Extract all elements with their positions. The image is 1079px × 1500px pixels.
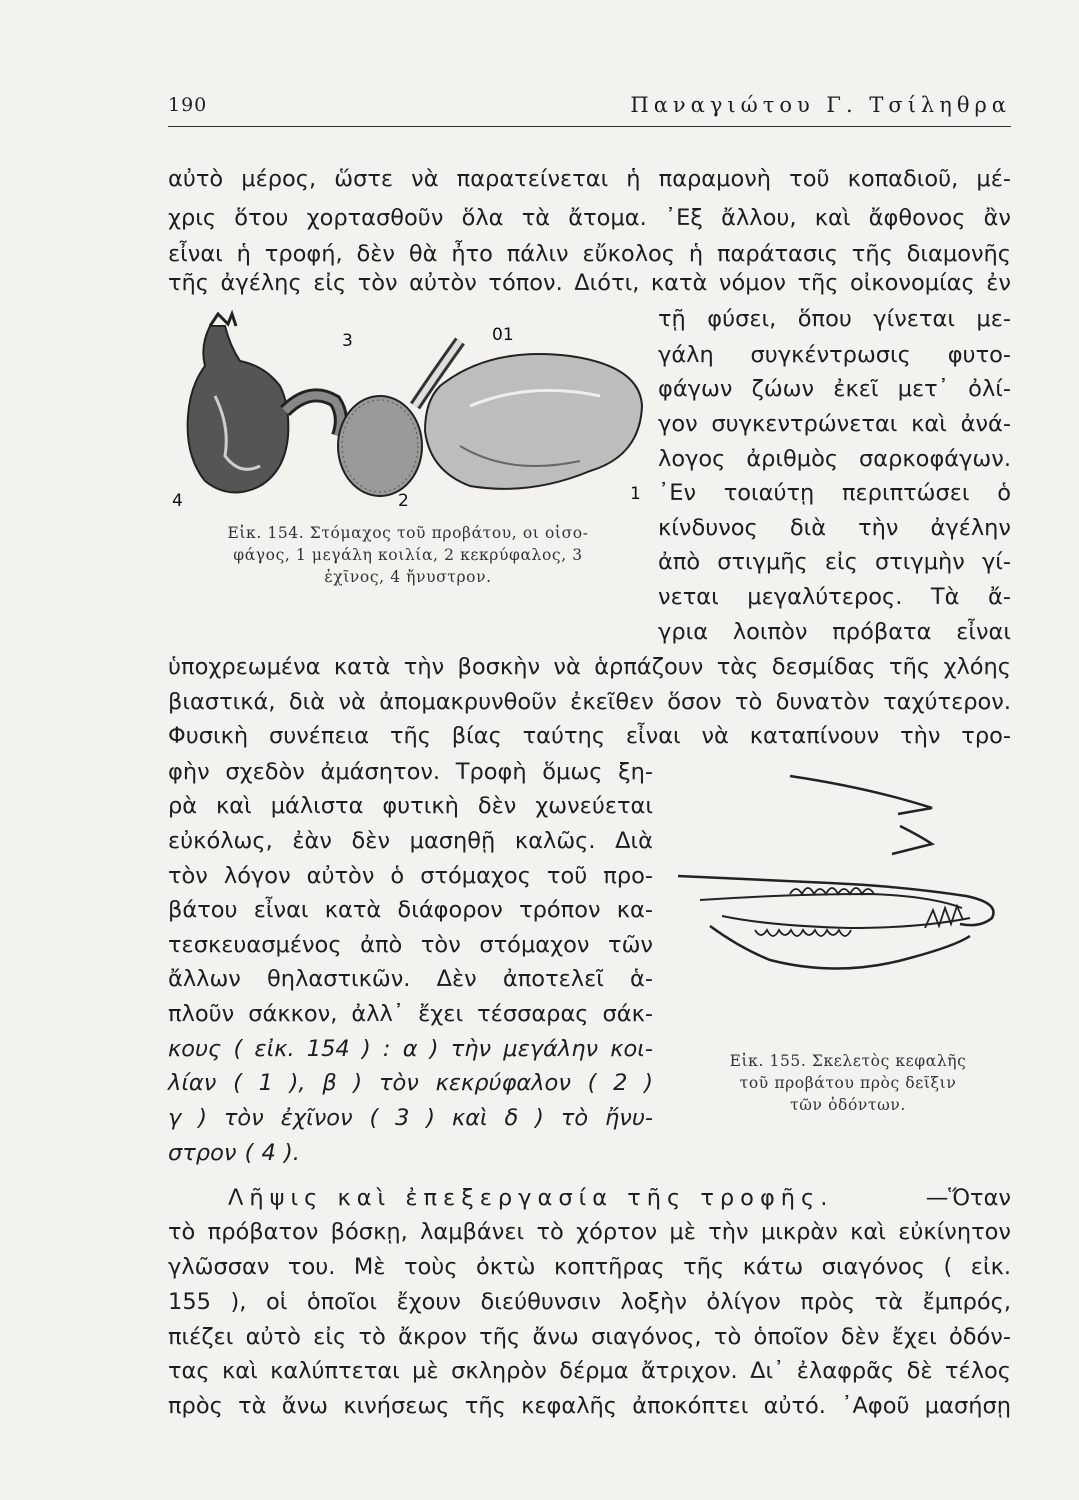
fig154-label-oi: 01	[492, 325, 514, 345]
text-line: χρις ὅτου χορτασθοῦν ὅλα τὰ ἄτομα. ᾿Εξ ἄλλου, καὶ ἄφθονος ἂν	[168, 205, 1011, 231]
figure-155-caption	[692, 1050, 1004, 1116]
fig154-label-3: 3	[342, 331, 353, 351]
text-line: φὴν σχεδὸν ἀμάσητον. Τροφὴ ὅμως ξη-	[168, 759, 653, 785]
text-line: τὸν λόγον αὐτὸν ὁ στόμαχος τοῦ προ-	[168, 863, 653, 889]
text-line: κίνδυνος διὰ τὴν ἀγέλην	[658, 515, 1011, 541]
text-line: φάγων ζώων ἐκεῖ μετ᾽ ὀλί-	[658, 376, 1011, 402]
figure-154-stomach-illustration	[170, 306, 650, 521]
text-line: τὸ πρόβατον βόσκῃ, λαμβάνει τὸ χόρτον μὲ τὴν μικρὰν καὶ εὐκίνητον	[168, 1219, 1011, 1245]
text-line: τας καὶ καλύπτεται μὲ σκληρὸν δέρμα ἄτριχον. Δι᾽ ἐλαφρᾶς δὲ τέλος	[168, 1358, 1011, 1384]
header-rule	[168, 126, 1011, 127]
page-number: 190	[168, 94, 208, 116]
text-line: πλοῦν σάκκον, ἀλλ᾽ ἔχει τέσσαρας σάκ-	[168, 1001, 653, 1027]
text-line: εἶναι ἡ τροφή, δὲν θὰ ἦτο πάλιν εὔκολος ἡ παράτασις τῆς διαμονῆς	[168, 241, 1011, 267]
fig154-label-2: 2	[398, 491, 409, 511]
text-line: τῆς ἀγέλης εἰς τὸν αὐτὸν τόπον. Διότι, κατὰ νόμον τῆς οἰκονομίας ἐν	[168, 270, 1011, 296]
text-line: τῇ φύσει, ὅπου γίνεται με-	[658, 306, 1011, 332]
caption-line: Εἰκ. 155. Σκελετὸς κεφαλῆς	[729, 1052, 967, 1070]
text-line: λίαν ( 1 ), β ) τὸν κεκρύφαλον ( 2 )	[168, 1070, 653, 1096]
fig154-label-4: 4	[172, 491, 183, 511]
figure-154-caption	[168, 522, 648, 588]
text-line: 155 ), οἱ ὁποῖοι ἔχουν διεύθυνσιν λοξὴν ὀλίγον πρὸς τὰ ἔμπρός,	[168, 1289, 1011, 1315]
text-line: πιέζει αὐτὸ εἰς τὸ ἄκρον τῆς ἄνω σιαγόνος, τὸ ὁποῖον δὲν ἔχει ὀδόν-	[168, 1324, 1011, 1350]
text-line: γ ) τὸν ἐχῖνον ( 3 ) καὶ δ ) τὸ ἤνυ-	[168, 1105, 653, 1131]
text-line: αὐτὸ μέρος, ὥστε νὰ παρατείνεται ἡ παραμονὴ τοῦ κοπαδιοῦ, μέ-	[168, 166, 1011, 192]
text-line: νεται μεγαλύτερος. Τὰ ἄ-	[658, 584, 1011, 610]
text-line: γλῶσσαν του. Μὲ τοὺς ὀκτὼ κοπτῆρας τῆς κάτω σιαγόνος ( εἰκ.	[168, 1254, 1011, 1280]
caption-line: φάγος, 1 μεγάλη κοιλία, 2 κεκρύφαλος, 3	[233, 546, 583, 564]
caption-line: τῶν ὀδόντων.	[790, 1096, 906, 1114]
text-line: βάτου εἶναι κατὰ διάφορον τρόπον κα-	[168, 897, 653, 923]
fig154-label-1: 1	[630, 484, 641, 504]
text-line: ᾿Εν τοιαύτῃ περιπτώσει ὁ	[658, 480, 1011, 506]
text-line: γον συγκεντρώνεται καὶ ἀνά-	[658, 411, 1011, 437]
section-lead: —Ὅταν	[925, 1185, 1011, 1211]
text-line: ὑποχρεωμένα κατὰ τὴν βοσκὴν νὰ ἁρπάζουν τὰς δεσμίδας τῆς χλόης	[168, 654, 1011, 680]
text-line: πρὸς τὰ ἄνω κινήσεως τῆς κεφαλῆς ἀποκόπτει αὐτό. ᾿Αφοῦ μασήσῃ	[168, 1393, 1011, 1419]
text-line: γάλη συγκέντρωσις φυτο-	[658, 342, 1011, 368]
text-line: ἄλλων θηλαστικῶν. Δὲν ἀποτελεῖ ἁ-	[168, 966, 653, 992]
caption-line: ἐχῖνος, 4 ἤνυστρον.	[324, 568, 492, 586]
text-line: στρον ( 4 ).	[168, 1140, 300, 1166]
caption-line: Εἰκ. 154. Στόμαχος τοῦ προβάτου, οι οἰσο-	[227, 524, 589, 542]
text-line: κους ( εἰκ. 154 ) : α ) τὴν μεγάλην κοι-	[168, 1036, 653, 1062]
running-title: Παναγιώτου Γ. Τσίληθρα	[630, 93, 1011, 117]
text-line: ρὰ καὶ μάλιστα φυτικὴ δὲν χωνεύεται	[168, 793, 653, 819]
text-line: λογος ἀριθμὸς σαρκοφάγων.	[658, 446, 1011, 472]
text-line: βιαστικά, διὰ νὰ ἀπομακρυνθοῦν ἐκεῖθεν ὅσον τὸ δυνατὸν ταχύτερον.	[168, 689, 1011, 715]
section-heading: Λῆψις καὶ ἐπεξεργασία τῆς τροφῆς.	[228, 1185, 834, 1211]
text-line: Φυσικὴ συνέπεια τῆς βίας ταύτης εἶναι νὰ καταπίνουν τὴν τρο-	[168, 723, 1011, 749]
caption-line: τοῦ προβάτου πρὸς δεῖξιν	[739, 1074, 957, 1092]
text-line: εὐκόλως, ἐὰν δὲν μασηθῇ καλῶς. Διὰ	[168, 828, 653, 854]
text-line: ἀπὸ στιγμῆς εἰς στιγμὴν γί-	[658, 549, 1011, 575]
text-line: γρια λοιπὸν πρόβατα εἶναι	[658, 619, 1011, 645]
text-line: τεσκευασμένος ἀπὸ τὸν στόμαχον τῶν	[168, 932, 653, 958]
section-heading-line	[228, 1183, 1011, 1213]
figure-155-skull-illustration	[670, 768, 1010, 1018]
